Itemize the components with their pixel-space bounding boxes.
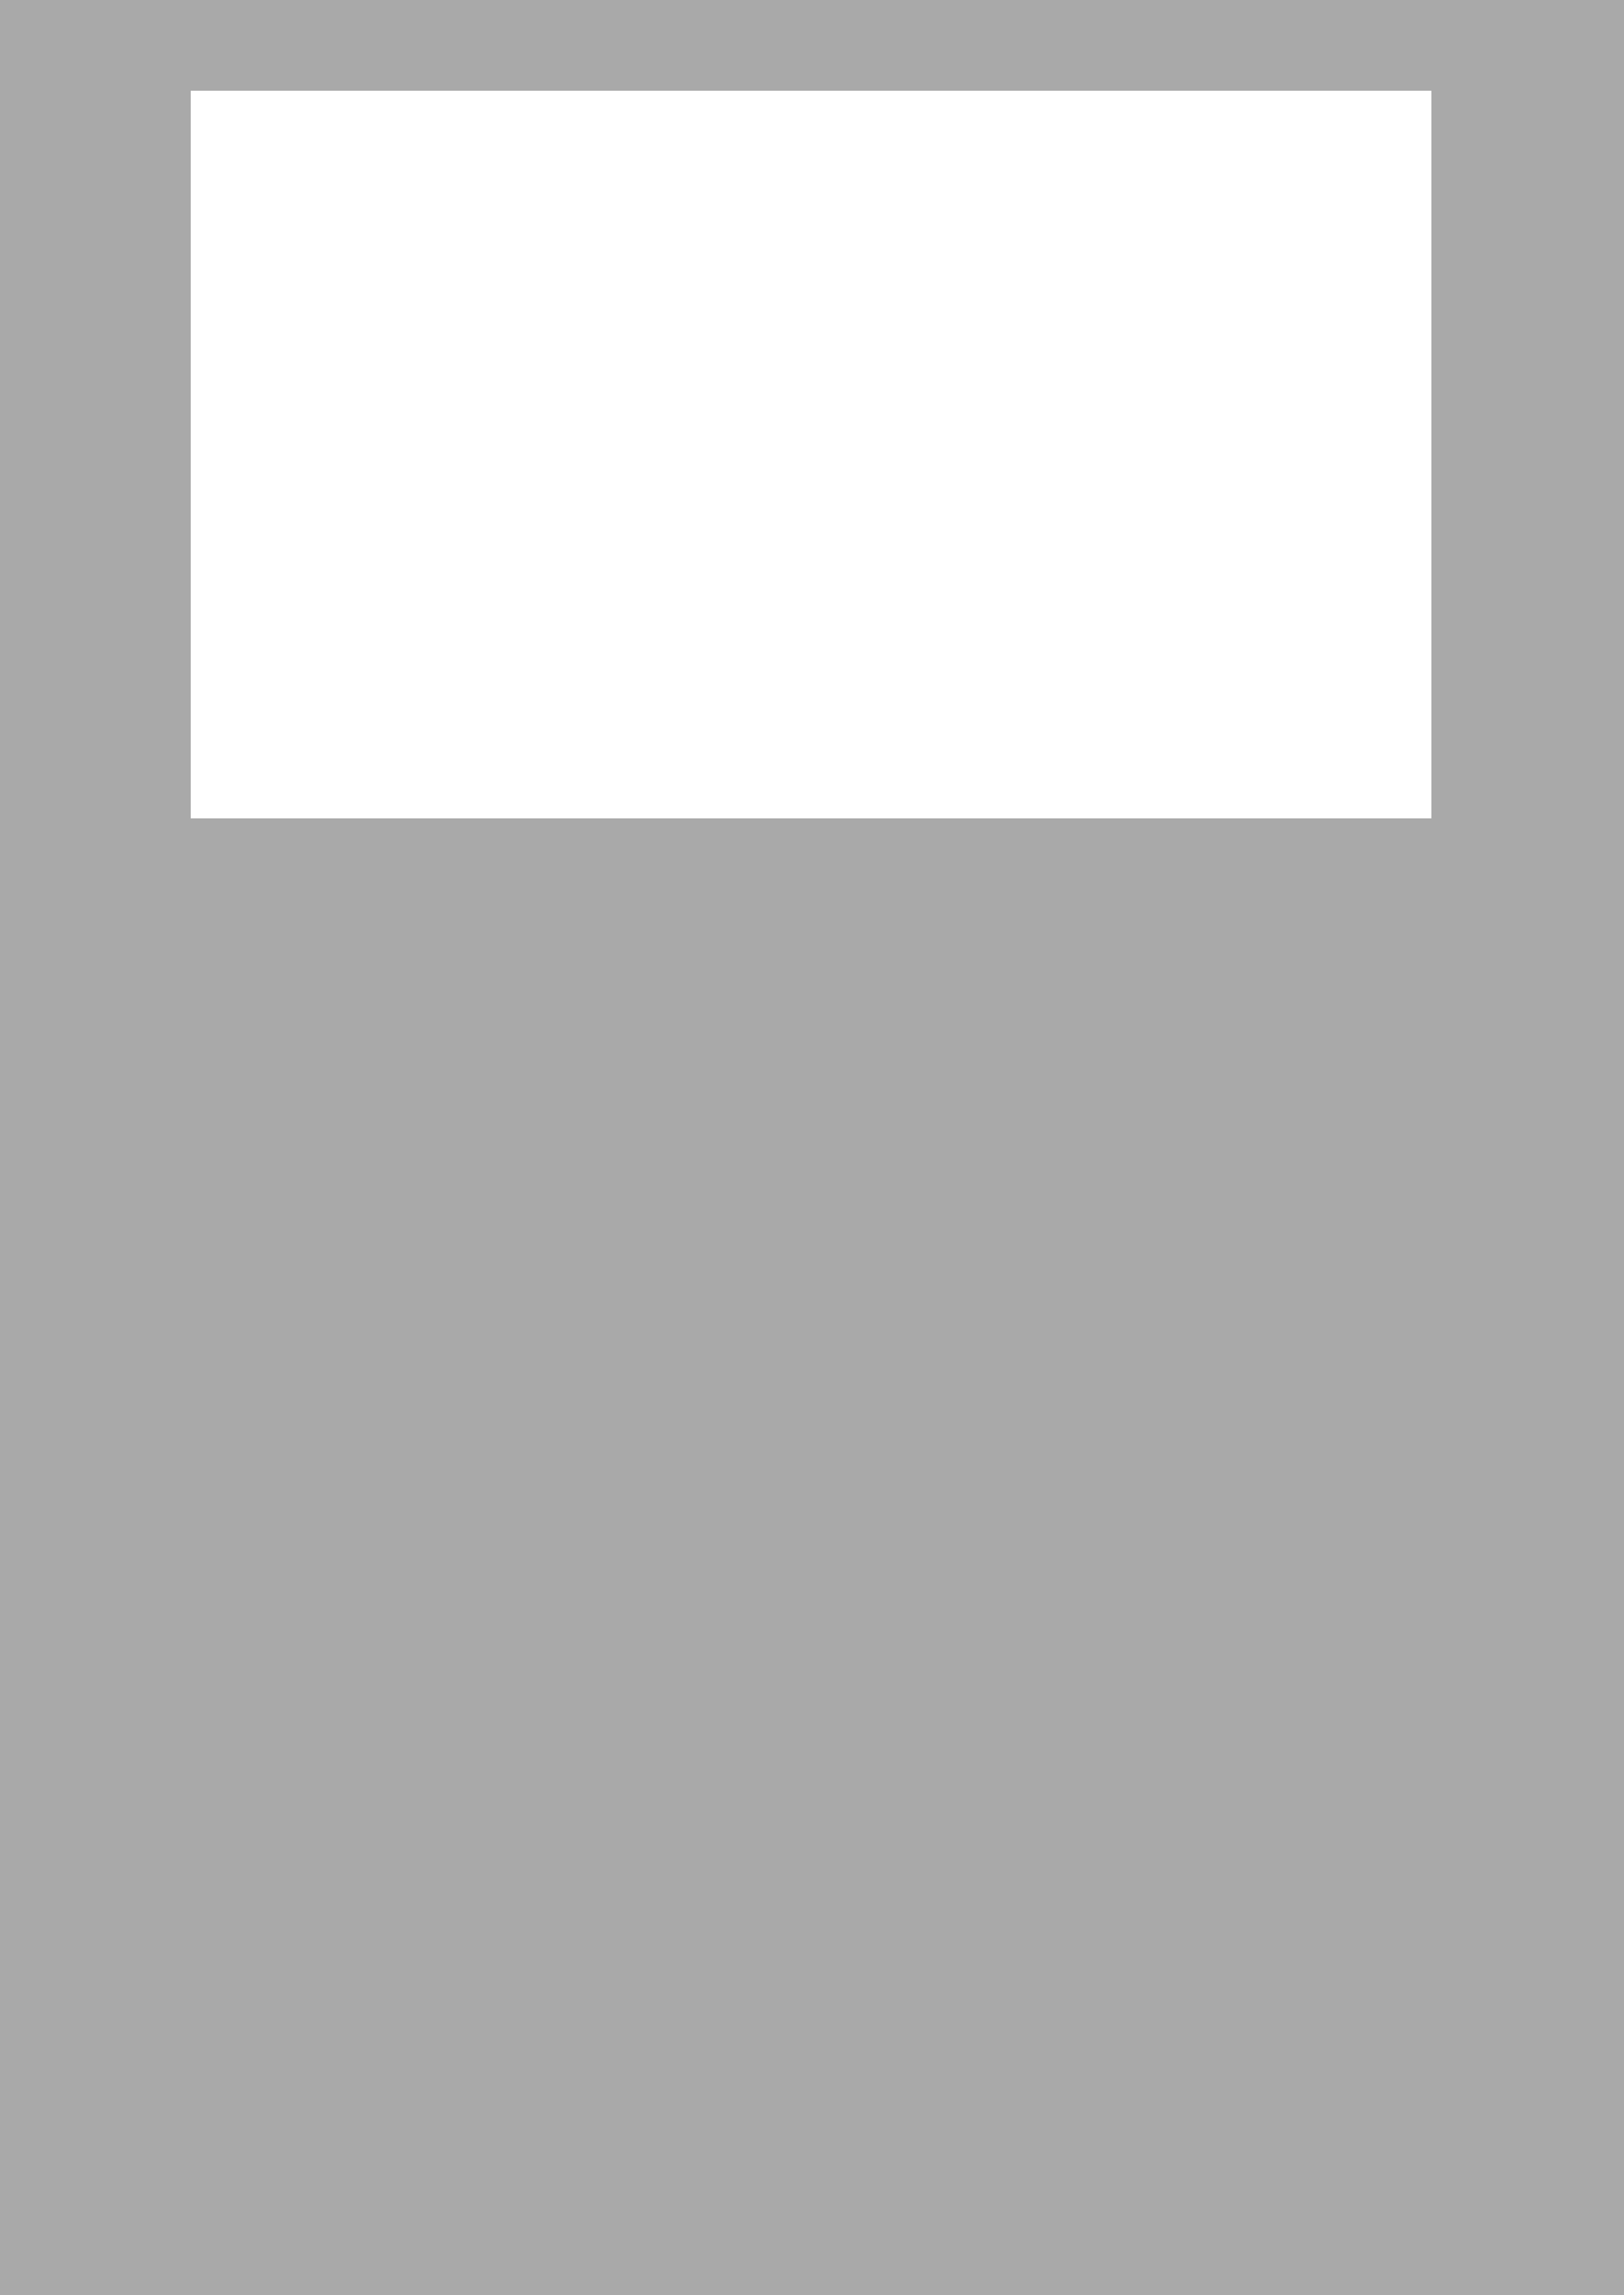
vocales-listing-panel: [191, 91, 1431, 818]
page-header: [221, 43, 1406, 80]
acta-right-column: [816, 919, 1411, 2012]
acta-left-column: [219, 919, 816, 2012]
colegios-escrutadores-panel: [191, 2032, 1431, 2259]
acta-body: [219, 919, 1411, 2012]
